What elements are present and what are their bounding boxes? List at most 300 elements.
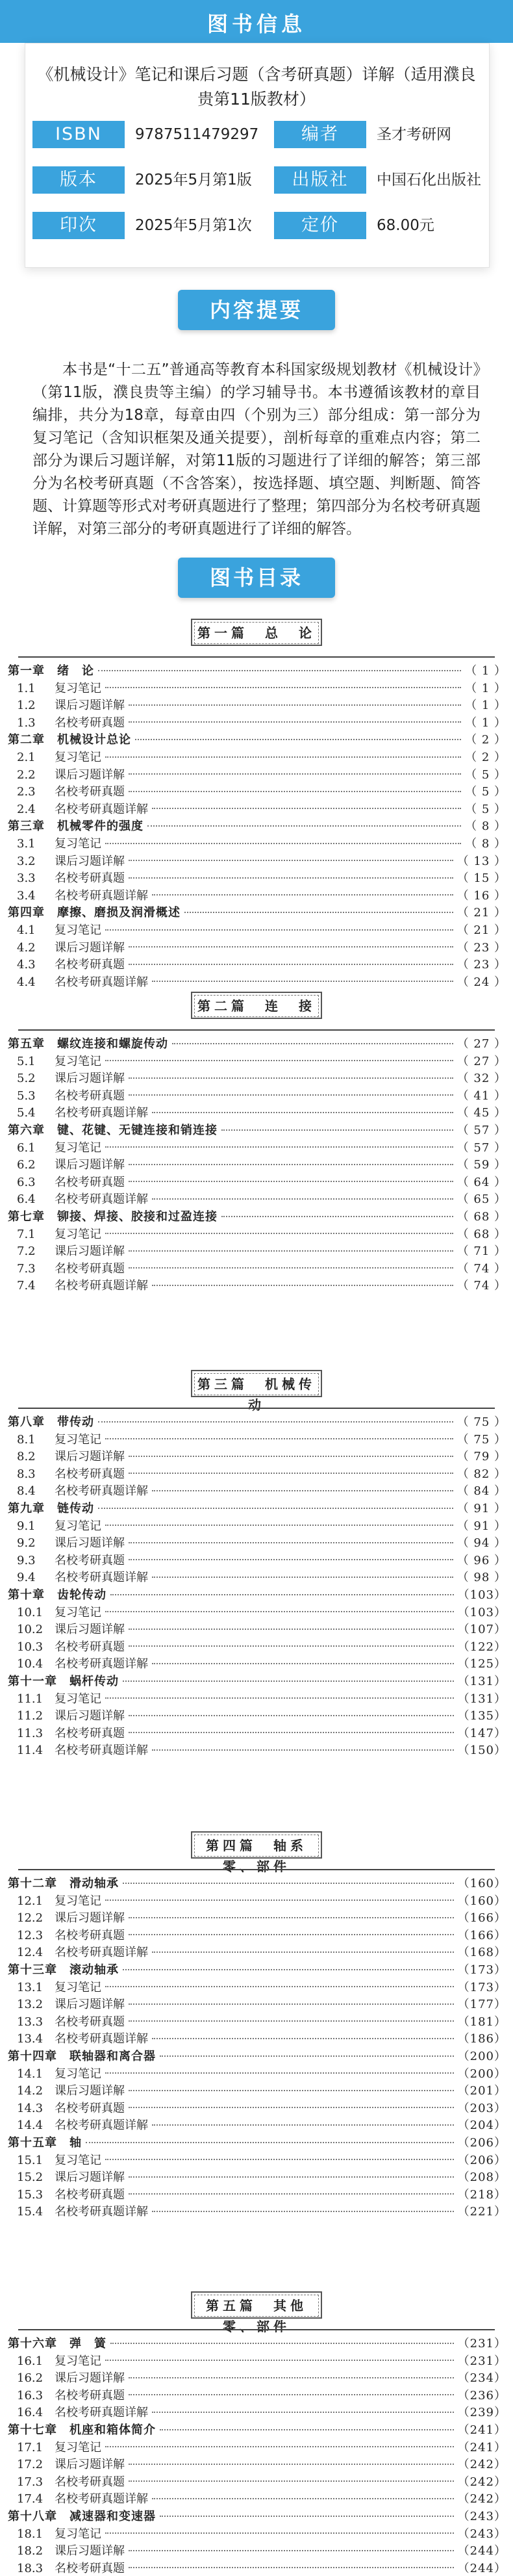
toc-section-number: 16.2 [17, 2371, 44, 2386]
toc-section-number: 6.1 [17, 1140, 36, 1155]
toc-entry-title: 1.2 课后习题详解 [17, 699, 125, 713]
toc-section-number: 10.4 [17, 1657, 44, 1671]
toc-section-number: 5.4 [17, 1106, 36, 1120]
toc-section-row[interactable] [8, 1926, 507, 1943]
toc-section-row[interactable] [8, 2013, 507, 2029]
toc-entry-title: 1.1 复习笔记 [17, 681, 101, 695]
toc-section-row[interactable] [8, 2525, 507, 2542]
toc-section-row[interactable] [8, 2473, 507, 2490]
toc-entry-title: 3.2 课后习题详解 [17, 854, 125, 868]
toc-section-row[interactable] [8, 1707, 507, 1723]
toc-section-row[interactable] [8, 1259, 507, 1276]
toc-entry-title: 7.2 课后习题详解 [17, 1244, 125, 1259]
toc-leader-dots [160, 2055, 454, 2057]
toc-page-number: （ 5 ） [465, 785, 507, 799]
toc-entry-title: 15.4 名校考研真题详解 [17, 2205, 148, 2219]
toc-page-number: （208） [457, 2170, 507, 2185]
toc-leader-dots [129, 2193, 454, 2195]
toc-leader-dots [129, 2003, 454, 2005]
toc-page-number: （ 98 ） [457, 1571, 507, 1585]
toc-page-number: （150） [457, 1744, 507, 1758]
toc-leader-dots [152, 1284, 453, 1286]
toc-section-number: 1.1 [17, 681, 36, 695]
toc-leader-dots [129, 1714, 454, 1716]
toc-section-row[interactable] [8, 1892, 507, 1909]
toc-section-row[interactable] [8, 938, 507, 955]
toc-leader-dots [105, 686, 461, 688]
toc-entry-title: 第十二章 滑动轴承 [8, 1877, 119, 1890]
toc-leader-dots [152, 1576, 453, 1578]
toc-entry-title: 18.1 复习笔记 [17, 2527, 101, 2541]
toc-section-number: 1.2 [17, 699, 36, 713]
toc-section-row[interactable] [8, 921, 507, 938]
toc-entry-title: 13.4 名校考研真题详解 [17, 2032, 148, 2046]
toc-leader-dots [152, 1749, 454, 1751]
toc-leader-dots [105, 1146, 453, 1148]
toc-page-number: （131） [457, 1692, 507, 1706]
toc-page-number: （ 41 ） [457, 1088, 507, 1103]
toc-section-number: 11.1 [17, 1692, 44, 1706]
toc-entry-title: 15.2 课后习题详解 [17, 2170, 125, 2185]
toc-entry-title: 13.3 名校考研真题 [17, 2015, 125, 2029]
toc-leader-dots [110, 1593, 454, 1595]
toc-leader-dots [129, 721, 461, 723]
part-heading [191, 619, 322, 646]
toc-section-number: 11.3 [17, 1726, 44, 1740]
toc-section-row[interactable] [8, 1155, 507, 1172]
toc-page-number: （244） [457, 2544, 507, 2558]
toc-entry-title: 第十七章 机座和箱体简介 [8, 2423, 156, 2437]
summary-paragraph: 本书是“十二五”普通高等教育本科国家级规划教材《机械设计》（第11版，濮良贵等主编）的学习辅导书。本书遵循该教材的章目编排，共分为18章，每章由四（个别为三）部分组成：第一部分为复习笔记（含知识框架及通关提要），剖析每章的重难点内容；第二部分为课后习题详解，对第11版的习题进行了详细的解答；第三部分为名校考研真题（不含答案），按选择题、填空题、判断题、简答题、计算题等形式对考研真题进行了整理；第四部分为名校考研真题详解，对第三部分的考研真题进行了详细的解答。 [32, 361, 481, 537]
toc-section-row[interactable] [8, 1103, 507, 1120]
toc-page-number: （107） [457, 1623, 507, 1637]
toc-section-number: 9.1 [17, 1519, 36, 1533]
toc-entry-title: 16.1 复习笔记 [17, 2354, 101, 2368]
toc-section-number: 6.2 [17, 1158, 36, 1172]
toc-section-row[interactable] [8, 1638, 507, 1655]
toc-section-row[interactable] [8, 1568, 507, 1585]
toc-leader-dots [152, 2411, 454, 2413]
toc-leader-dots [123, 1968, 454, 1970]
toc-entry-title: 7.1 复习笔记 [17, 1227, 101, 1241]
edition-value: 2025年5月第1版 [135, 172, 252, 188]
toc-page-number: （242） [457, 2458, 507, 2472]
toc-page-number: （234） [457, 2371, 507, 2386]
toc-leader-dots [147, 825, 461, 827]
toc-page-number: （131） [457, 1675, 507, 1688]
toc-chapter-row[interactable] [8, 1207, 507, 1224]
toc-section-row[interactable] [8, 800, 507, 817]
toc-page-number: （ 16 ） [457, 888, 507, 903]
toc-leader-dots [105, 1697, 454, 1699]
toc-page-number: （ 64 ） [457, 1175, 507, 1189]
toc-section-row[interactable] [8, 2455, 507, 2472]
toc-section-row[interactable] [8, 2542, 507, 2558]
toc-section-number: 5.2 [17, 1072, 36, 1086]
toc-chapter-row[interactable] [8, 1499, 507, 1516]
toc-leader-dots [129, 1933, 454, 1935]
toc-leader-dots [129, 859, 453, 861]
toc-section-row[interactable] [8, 1173, 507, 1190]
toc-chapter-row[interactable] [8, 2421, 507, 2438]
toc-leader-dots [184, 911, 453, 913]
toc-entry-title: 6.2 课后习题详解 [17, 1158, 125, 1172]
toc-section-number: 14.4 [17, 2119, 44, 2133]
toc-section-row[interactable] [8, 2403, 507, 2420]
toc-chapter-row[interactable] [8, 817, 507, 834]
toc-section-number: 17.1 [17, 2440, 44, 2454]
toc-section-row[interactable] [8, 1069, 507, 1086]
toc-entry-title: 第八章 带传动 [8, 1415, 94, 1429]
toc-entry-title: 14.2 课后习题详解 [17, 2084, 125, 2098]
toc-leader-dots [221, 1215, 453, 1217]
toc-section-row[interactable] [8, 1190, 507, 1207]
toc-entry-title: 10.1 复习笔记 [17, 1605, 101, 1619]
toc-leader-dots [129, 704, 461, 706]
toc-section-row[interactable] [8, 1978, 507, 1995]
toc-chapter-row[interactable] [8, 2334, 507, 2351]
toc-entry-title: 17.4 名校考研真题详解 [17, 2492, 148, 2506]
toc-leader-dots [105, 1985, 454, 1987]
toc-page-number: （ 75 ） [457, 1432, 507, 1447]
toc-section-row[interactable] [8, 2029, 507, 2046]
toc-section-number: 3.1 [17, 837, 36, 851]
toc-leader-dots [105, 2158, 454, 2160]
part-heading [191, 2291, 322, 2334]
price-label: 定价 [274, 212, 366, 239]
toc-section-row[interactable] [8, 852, 507, 869]
toc-section-row[interactable] [8, 696, 507, 713]
toc-entry-title: 14.1 复习笔记 [17, 2067, 101, 2081]
toc-page-number: （ 74 ） [457, 1261, 507, 1276]
toc-chapter-row[interactable] [8, 1874, 507, 1891]
toc-entry-title: 第十一章 蜗杆传动 [8, 1675, 119, 1688]
toc-section-number: 4.4 [17, 975, 36, 989]
toc-page-number: （173） [457, 1980, 507, 1994]
toc-entry-title: 3.3 名校考研真题 [17, 871, 125, 886]
toc-page-number: （ 71 ） [457, 1244, 507, 1259]
toc-leader-dots [105, 1524, 453, 1526]
toc-page-number: （ 21 ） [457, 906, 507, 920]
toc-leader-dots [129, 946, 453, 947]
toc-entry-title: 5.3 名校考研真题 [17, 1088, 125, 1103]
toc-page-number: （ 45 ） [457, 1106, 507, 1120]
toc-page-number: （ 82 ） [457, 1467, 507, 1481]
toc-section-row[interactable] [8, 1139, 507, 1155]
toc-section-number: 15.1 [17, 2153, 44, 2167]
toc-page-number: （200） [457, 2067, 507, 2081]
toc-section-row[interactable] [8, 1655, 507, 1671]
toc-leader-dots [152, 980, 453, 982]
printing-label: 印次 [32, 212, 125, 239]
toc-section-number: 15.2 [17, 2170, 44, 2185]
toc-leader-dots [105, 2532, 454, 2534]
toc-leader-dots [110, 2342, 454, 2344]
toc-section-row[interactable] [8, 2185, 507, 2202]
part-heading [191, 1831, 322, 1874]
toc-leader-dots [129, 2106, 454, 2108]
toc-section-row[interactable] [8, 679, 507, 696]
part-heading-label: 第一篇 总 论 [194, 622, 319, 644]
toc-section-row[interactable] [8, 1741, 507, 1758]
toc-section-row[interactable] [8, 714, 507, 730]
toc-chapter-row[interactable] [8, 1672, 507, 1689]
toc-entry-title: 第十五章 轴 [8, 2136, 82, 2150]
toc-section-row[interactable] [8, 869, 507, 886]
toc-section-row[interactable] [8, 2065, 507, 2081]
toc-section-number: 16.3 [17, 2388, 44, 2402]
toc-leader-dots [152, 1662, 454, 1664]
publisher-label: 出版社 [274, 166, 366, 194]
toc-page-number: （ 24 ） [457, 975, 507, 989]
toc-entry-title: 9.1 复习笔记 [17, 1519, 101, 1533]
part-divider [18, 1408, 495, 1409]
toc-leader-dots [98, 1421, 453, 1423]
toc-entry-title: 第十六章 弹 簧 [8, 2337, 106, 2351]
toc-page-number: （ 13 ） [457, 854, 507, 868]
toc-section-number: 9.2 [17, 1536, 36, 1551]
price-value: 68.00元 [377, 217, 434, 234]
toc-page-number: （243） [457, 2510, 507, 2523]
book-info-header [0, 0, 513, 43]
toc-entry-title: 14.4 名校考研真题详解 [17, 2119, 148, 2133]
toc-section-row[interactable] [8, 2490, 507, 2506]
toc-leader-dots [129, 963, 453, 965]
toc-page-number: （ 8 ） [465, 837, 507, 851]
toc-page-number: （160） [457, 1894, 507, 1908]
toc-section-row[interactable] [8, 766, 507, 782]
toc-page-number: （243） [457, 2527, 507, 2541]
toc-chapter-row[interactable] [8, 2133, 507, 2150]
toc-page-number: （241） [457, 2423, 507, 2437]
toc-section-row[interactable] [8, 1517, 507, 1534]
info-row-edition [32, 166, 481, 194]
toc-leader-dots [129, 2463, 454, 2465]
toc-section-number: 14.1 [17, 2067, 44, 2081]
toc-section-row[interactable] [8, 2386, 507, 2403]
toc-page-number: （241） [457, 2440, 507, 2454]
toc-entry-title: 第十章 齿轮传动 [8, 1588, 106, 1602]
toc-section-row[interactable] [8, 1430, 507, 1447]
toc-entry-title: 5.2 课后习题详解 [17, 1072, 125, 1086]
toc-leader-dots [105, 1610, 454, 1612]
toc-entry-title: 4.4 名校考研真题详解 [17, 975, 148, 989]
toc-section-row[interactable] [8, 1724, 507, 1741]
toc-entry-title: 6.4 名校考研真题详解 [17, 1192, 148, 1207]
toc-entry-title: 12.4 名校考研真题详解 [17, 1946, 148, 1960]
toc-section-row[interactable] [8, 834, 507, 851]
toc-section-row[interactable] [8, 1447, 507, 1464]
toc-entry-title: 7.4 名校考研真题详解 [17, 1279, 148, 1293]
toc-entry-title: 11.1 复习笔记 [17, 1692, 101, 1706]
toc-page-number: （135） [457, 1709, 507, 1723]
toc-leader-dots [152, 2037, 454, 2039]
toc-section-row[interactable] [8, 782, 507, 799]
toc-section-number: 16.1 [17, 2354, 44, 2368]
toc-section-number: 3.2 [17, 854, 36, 868]
toc-entry-title: 14.3 名校考研真题 [17, 2101, 125, 2115]
toc-entry-title: 2.1 复习笔记 [17, 751, 101, 764]
toc-section-number: 17.2 [17, 2458, 44, 2472]
toc-page-number: （201） [457, 2084, 507, 2098]
toc-leader-dots [152, 1198, 453, 1200]
toc-section-row[interactable] [8, 1465, 507, 1482]
toc-section-number: 5.3 [17, 1088, 36, 1103]
toc-entry-title: 5.4 名校考研真题详解 [17, 1106, 148, 1120]
toc-section-number: 7.1 [17, 1227, 36, 1241]
toc-page-number: （ 8 ） [465, 819, 507, 834]
toc-section-row[interactable] [8, 1943, 507, 1960]
toc-entry-title: 8.2 课后习题详解 [17, 1450, 125, 1464]
info-row-printing [32, 212, 481, 239]
toc-page-number: （ 5 ） [465, 802, 507, 816]
toc-page-number: （177） [457, 1998, 507, 2012]
toc-section-row[interactable] [8, 1482, 507, 1499]
toc-chapter-row[interactable] [8, 1035, 507, 1051]
editor-label: 编者 [274, 121, 366, 148]
toc-chapter-row[interactable] [8, 903, 507, 920]
toc-section-number: 6.4 [17, 1192, 36, 1207]
toc-section-number: 1.3 [17, 715, 36, 730]
toc-section-number: 13.4 [17, 2032, 44, 2046]
toc-page-number: （ 74 ） [457, 1279, 507, 1293]
toc-leader-dots [105, 929, 453, 931]
toc-page-number: （200） [457, 2050, 507, 2063]
toc-leader-dots [135, 738, 461, 740]
toc-section-row[interactable] [8, 2559, 507, 2576]
toc-chapter-row[interactable] [8, 1413, 507, 1430]
toc-section-row[interactable] [8, 886, 507, 903]
toc-leader-dots [129, 1645, 454, 1647]
toc-section-row[interactable] [8, 2099, 507, 2116]
toc-section-row[interactable] [8, 1225, 507, 1242]
toc-leader-dots [123, 1680, 454, 1682]
toc-page-number: （166） [457, 1911, 507, 1926]
toc-chapter-row[interactable] [8, 1586, 507, 1603]
toc-leader-dots [129, 1180, 453, 1182]
toc-leader-dots [105, 756, 461, 758]
toc-section-row[interactable] [8, 1242, 507, 1259]
toc-section-number: 12.2 [17, 1911, 44, 1926]
part-heading [191, 1370, 322, 1413]
toc-entry-title: 2.4 名校考研真题详解 [17, 802, 148, 816]
toc-page-number: （186） [457, 2032, 507, 2046]
part-divider [18, 1869, 495, 1870]
toc-entry-title: 16.2 课后习题详解 [17, 2371, 125, 2386]
toc-chapter-row[interactable] [8, 2047, 507, 2064]
toc-section-row[interactable] [8, 1995, 507, 2012]
toc-page-number: （160） [457, 1877, 507, 1890]
toc-entry-title: 17.1 复习笔记 [17, 2440, 101, 2454]
toc-leader-dots [129, 1163, 453, 1165]
toc-page-number: （ 23 ） [457, 940, 507, 955]
toc-page-number: （ 68 ） [457, 1210, 507, 1224]
toc-page-number: （122） [457, 1640, 507, 1654]
toc-section-number: 6.3 [17, 1175, 36, 1189]
toc-entry-title: 4.2 课后习题详解 [17, 940, 125, 955]
toc-section-row[interactable] [8, 1909, 507, 1926]
toc-section-number: 10.3 [17, 1640, 44, 1654]
toc-leader-dots [129, 2089, 454, 2091]
toc-section-row[interactable] [8, 2202, 507, 2219]
toc-leader-dots [123, 1882, 454, 1884]
toc-section-number: 15.3 [17, 2187, 44, 2202]
toc-entry-title: 第三章 机械零件的强度 [8, 819, 144, 834]
toc-page-number: （ 1 ） [465, 699, 507, 713]
toc-page-number: （ 79 ） [457, 1450, 507, 1464]
toc-section-row[interactable] [8, 1276, 507, 1293]
toc-section-row[interactable] [8, 1052, 507, 1069]
toc-section-row[interactable] [8, 973, 507, 990]
toc-entry-title: 8.3 名校考研真题 [17, 1467, 125, 1481]
toc-entry-title: 15.3 名校考研真题 [17, 2187, 125, 2202]
toc-page-number: （ 32 ） [457, 1072, 507, 1086]
toc-section-number: 3.4 [17, 888, 36, 903]
toc-section-row[interactable] [8, 2438, 507, 2455]
toc-entry-title: 9.2 课后习题详解 [17, 1536, 125, 1551]
toc-entry-title: 10.2 课后习题详解 [17, 1623, 125, 1637]
toc-entry-title: 11.4 名校考研真题详解 [17, 1744, 148, 1758]
toc-section-row[interactable] [8, 1534, 507, 1551]
toc-section-row[interactable] [8, 2352, 507, 2369]
part-divider [18, 656, 495, 658]
toc-chapter-row[interactable] [8, 1121, 507, 1138]
toc-page-number: （103） [457, 1605, 507, 1619]
part-heading-label: 第二篇 连 接 [194, 995, 319, 1017]
toc-section-row[interactable] [8, 2151, 507, 2168]
toc-chapter-row[interactable] [8, 2507, 507, 2524]
toc-leader-dots [105, 2072, 454, 2074]
toc-section-number: 8.4 [17, 1484, 36, 1499]
toc-page-number: （ 15 ） [457, 871, 507, 886]
toc-chapter-row[interactable] [8, 730, 507, 747]
toc-leader-dots [129, 1250, 453, 1252]
part-heading-label: 第五篇 其他零、部件 [194, 2295, 319, 2317]
toc-section-number: 2.3 [17, 785, 36, 799]
toc-section-row[interactable] [8, 2369, 507, 2386]
toc-page-number: （ 94 ） [457, 1536, 507, 1551]
toc-section-row[interactable] [8, 1087, 507, 1103]
toc-page-number: （239） [457, 2406, 507, 2420]
toc-page-number: （ 57 ） [457, 1124, 507, 1137]
toc-section-number: 9.3 [17, 1553, 36, 1567]
toc-entry-title: 10.4 名校考研真题详解 [17, 1657, 148, 1671]
toc-chapter-row[interactable] [8, 1961, 507, 1977]
toc-entry-title: 第二章 机械设计总论 [8, 733, 131, 747]
toc-page-number: （218） [457, 2187, 507, 2202]
toc-leader-dots [129, 1731, 454, 1733]
toc-chapter-row[interactable] [8, 662, 507, 678]
toc-section-row[interactable] [8, 1620, 507, 1637]
toc-page-number: （ 5 ） [465, 767, 507, 782]
toc-page-number: （203） [457, 2101, 507, 2115]
toc-leader-dots [129, 2176, 454, 2178]
toc-section-number: 13.1 [17, 1980, 44, 1994]
toc-section-row[interactable] [8, 748, 507, 765]
toc-page-number: （ 1 ） [465, 715, 507, 730]
toc-section-row[interactable] [8, 1603, 507, 1620]
toc-section-row[interactable] [8, 1690, 507, 1707]
toc-page-number: （ 2 ） [465, 751, 507, 764]
toc-section-row[interactable] [8, 2168, 507, 2185]
toc-section-row[interactable] [8, 2116, 507, 2133]
toc-page-number: （231） [457, 2354, 507, 2368]
toc-section-row[interactable] [8, 1551, 507, 1568]
toc-section-row[interactable] [8, 955, 507, 972]
toc-section-number: 2.2 [17, 767, 36, 782]
toc-section-row[interactable] [8, 2081, 507, 2098]
toc-page-number: （ 65 ） [457, 1192, 507, 1207]
